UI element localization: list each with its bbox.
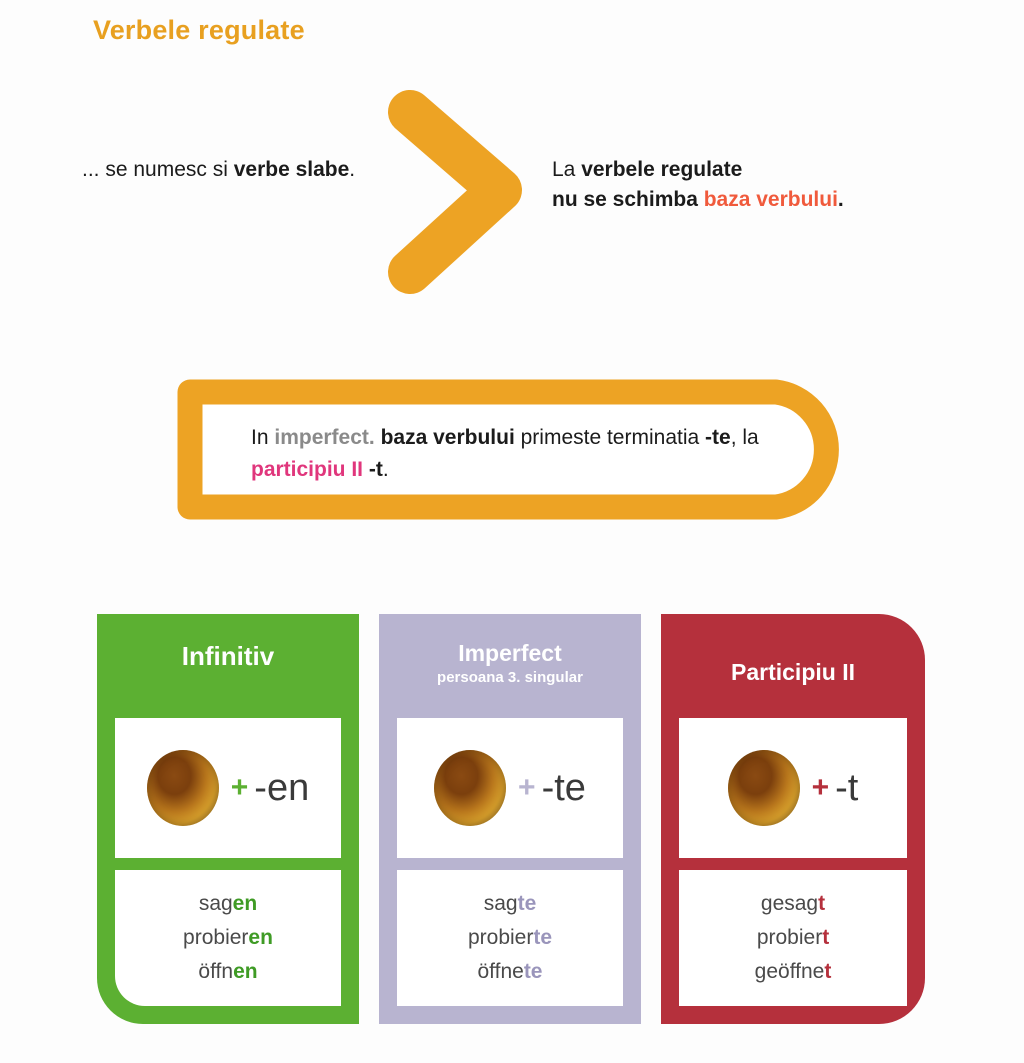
callout-mid2: , la — [730, 426, 759, 449]
column-participiu — [661, 614, 925, 1024]
example-suffix: t — [822, 926, 830, 949]
right-note — [552, 155, 972, 215]
callout-bold1: baza verbului — [374, 426, 515, 449]
callout-bold2: -te — [705, 426, 731, 449]
right-note-highlight: baza verbului — [703, 188, 838, 211]
column-imperfect-examples — [397, 870, 623, 1006]
rule-callout-text — [251, 422, 811, 486]
example-stem: probier — [756, 926, 823, 949]
example-stem: probier — [183, 926, 249, 949]
left-note-pre: ... se numesc si — [82, 158, 234, 181]
column-imperfect — [379, 614, 641, 1024]
example-stem: gesag — [760, 892, 819, 915]
column-infinitiv-heading: Infinitiv — [181, 641, 275, 671]
column-participiu-examples — [679, 870, 907, 1006]
right-note-post: . — [837, 188, 844, 211]
example-stem: öffn — [198, 960, 234, 983]
list-item — [183, 923, 273, 953]
example-stem: öffne — [477, 960, 524, 983]
left-note — [82, 155, 382, 185]
right-note-bold: verbele regulate — [581, 158, 743, 181]
left-note-post: . — [349, 158, 356, 181]
example-stem: sag — [483, 892, 518, 915]
list-item — [199, 889, 257, 919]
list-item — [761, 889, 825, 919]
chevron-right-icon — [380, 90, 530, 295]
page-title: Verbele regulate — [93, 15, 305, 45]
verb-stem-stone-icon — [728, 750, 800, 826]
callout-pre: In — [251, 426, 275, 449]
plus-icon: + — [230, 771, 249, 804]
forms-columns — [0, 614, 1024, 1029]
example-suffix: en — [248, 926, 273, 949]
list-item — [477, 957, 542, 987]
right-note-mid: nu se schimba — [552, 188, 704, 211]
column-infinitiv — [97, 614, 359, 1024]
column-participiu-ending: -t — [835, 766, 859, 809]
column-participiu-formula — [679, 718, 907, 858]
column-infinitiv-examples — [115, 870, 341, 1006]
callout-post: . — [382, 458, 389, 481]
plus-icon: + — [811, 771, 830, 804]
callout-grey: imperfect. — [274, 426, 375, 449]
column-infinitiv-ending: -en — [254, 766, 310, 809]
example-suffix: te — [517, 892, 537, 915]
column-participiu-heading: Participiu II — [731, 659, 855, 685]
example-suffix: te — [533, 926, 553, 949]
column-imperfect-formula — [397, 718, 623, 858]
list-item — [755, 957, 832, 987]
left-note-bold: verbe slabe — [233, 158, 350, 181]
column-infinitiv-formula — [115, 718, 341, 858]
example-suffix: en — [233, 960, 258, 983]
verb-stem-stone-icon — [434, 750, 506, 826]
callout-mid: primeste terminatia — [514, 426, 706, 449]
example-suffix: t — [818, 892, 826, 915]
callout-pink: participiu II — [251, 458, 364, 481]
column-imperfect-heading: Imperfect — [458, 640, 562, 666]
example-suffix: te — [523, 960, 543, 983]
example-stem: geöffne — [754, 960, 825, 983]
verb-stem-stone-icon — [147, 750, 219, 826]
list-item — [757, 923, 829, 953]
list-item — [468, 923, 552, 953]
example-suffix: t — [824, 960, 832, 983]
list-item — [484, 889, 537, 919]
plus-icon: + — [518, 771, 536, 804]
rule-callout — [176, 378, 852, 521]
list-item — [198, 957, 257, 987]
column-imperfect-ending: -te — [541, 766, 586, 809]
example-stem: probier — [467, 926, 534, 949]
right-note-pre: La — [552, 158, 582, 181]
column-imperfect-subheading: persoana 3. singular — [437, 669, 583, 686]
callout-bold3: -t — [363, 458, 383, 481]
example-stem: sag — [198, 892, 233, 915]
example-suffix: en — [232, 892, 258, 915]
